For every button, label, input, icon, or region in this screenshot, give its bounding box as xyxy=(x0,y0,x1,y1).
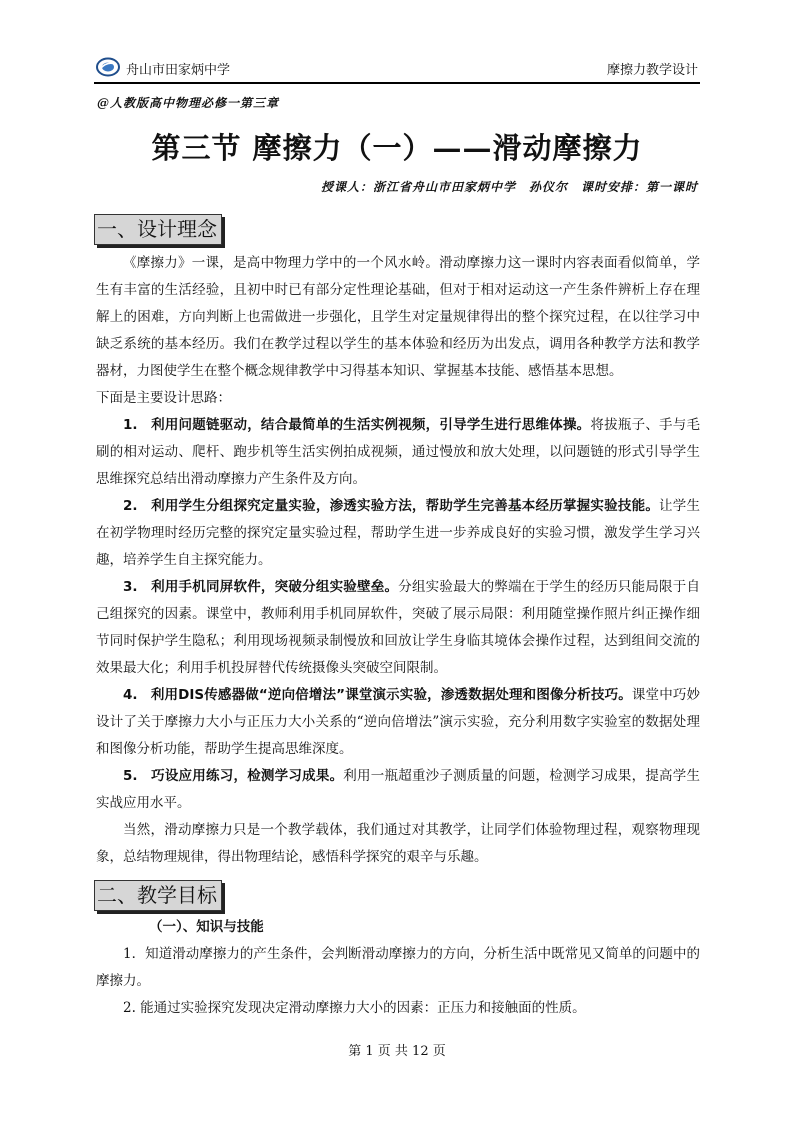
page-number: 第 1 页 共 12 页 xyxy=(348,1044,446,1059)
lead-line: 下面是主要设计思路： xyxy=(96,390,231,406)
header-doc-title: 摩擦力教学设计 xyxy=(606,63,698,78)
goal-item: 2. 能通过实验探究发现决定滑动摩擦力大小的因素：正压力和接触面的性质。 xyxy=(123,1000,586,1016)
item-text: 让学生在初学物理时经历完整的探究定量实验过程，帮助学生进一步养成良好的实验习惯，激发学生学习兴趣，培养学生自主探究能力。 xyxy=(96,498,701,568)
header-divider xyxy=(94,82,700,84)
school-logo-icon xyxy=(96,57,120,77)
item-text: 分组实验最大的弊端在于学生的经历只能局限于自己组探究的因素。课堂中，教师利用手机同屏软件，突破了展示局限：利用随堂操作照片纠正操作细节同时保护学生隐私；利用现场视频录制慢放和回放让学生身临其境体会操作过程，达到组间交流的效果最大化；利用手机投屏替代传统摄像头突破空间限制。 xyxy=(96,579,701,676)
list-item xyxy=(96,412,700,493)
page-title: 第三节 摩擦力（一）——滑动摩擦力 xyxy=(151,131,643,165)
goal-item: 1．知道滑动摩擦力的产生条件，会判断滑动摩擦力的方向，分析生活中既常见又简单的问题中的摩擦力。 xyxy=(96,946,700,989)
section-heading-design: 一、设计理念 xyxy=(94,214,222,245)
section-heading-goals: 二、教学目标 xyxy=(94,880,222,911)
section-design-body xyxy=(96,250,700,871)
item-text: 将拔瓶子、手与毛刷的相对运动、爬杆、跑步机等生活实例拍成视频，通过慢放和放大处理，以问题链的形式引导学生思维探究总结出滑动摩擦力产生条件及方向。 xyxy=(96,417,701,487)
list-item xyxy=(96,763,700,817)
item-number: 5. xyxy=(123,768,138,784)
section-goals-body xyxy=(96,914,700,1022)
item-bold: 利用DIS传感器做“逆向倍增法”课堂演示实验，渗透数据处理和图像分析技巧。 xyxy=(150,687,632,703)
school-name: 舟山市田家炳中学 xyxy=(126,63,231,78)
item-bold: 利用学生分组探究定量实验，渗透实验方法，帮助学生完善基本经历掌握实验技能。 xyxy=(151,498,660,514)
list-item xyxy=(96,493,700,574)
byline: 授课人：浙江省舟山市田家炳中学 孙仪尔 课时安排：第一课时 xyxy=(320,180,698,194)
item-bold: 利用问题链驱动，结合最简单的生活实例视频，引导学生进行思维体操。 xyxy=(151,417,591,433)
page-header xyxy=(94,50,700,82)
item-text: 课堂中巧妙设计了关于摩擦力大小与正压力大小关系的“逆向倍增法”演示实验，充分利用数字实验室的数据处理和图像分析功能，帮助学生提高思维深度。 xyxy=(96,687,701,757)
item-bold: 巧设应用练习，检测学习成果。 xyxy=(151,768,344,784)
item-text: 利用一瓶超重沙子测质量的问题，检测学习成果，提高学生实战应用水平。 xyxy=(96,768,701,811)
subsection-heading: （一）、知识与技能 xyxy=(149,919,264,935)
intro-paragraph: 《摩擦力》一课，是高中物理力学中的一个风水岭。滑动摩擦力这一课时内容表面看似简单，学生有丰富的生活经验，且初中时已有部分定性理论基础，但对于相对运动这一产生条件辨析上存在理解上的困难，方向判断上也需做进一步强化，且学生对定量规律得出的整个探究过程，在以往学习中缺乏系统的基本经历。我们在教学过程以学生的基本体验和经历为出发点，调用各种教学方法和教学器材，力图使学生在整个概念规律教学中习得基本知识、掌握基本技能、感悟基本思想。 xyxy=(96,255,700,379)
item-number: 2. xyxy=(123,498,138,514)
item-bold: 利用手机同屏软件，突破分组实验壁垒。 xyxy=(151,579,399,595)
item-number: 4. xyxy=(123,687,138,703)
list-item xyxy=(96,682,700,763)
list-item xyxy=(96,574,700,682)
item-number: 3. xyxy=(123,579,138,595)
series-label: @人教版高中物理必修一第三章 xyxy=(97,96,280,110)
item-number: 1. xyxy=(123,417,138,433)
closing-paragraph: 当然，滑动摩擦力只是一个教学载体，我们通过对其教学，让同学们体验物理过程，观察物理现象，总结物理规律，得出物理结论，感悟科学探究的艰辛与乐趣。 xyxy=(96,822,700,865)
